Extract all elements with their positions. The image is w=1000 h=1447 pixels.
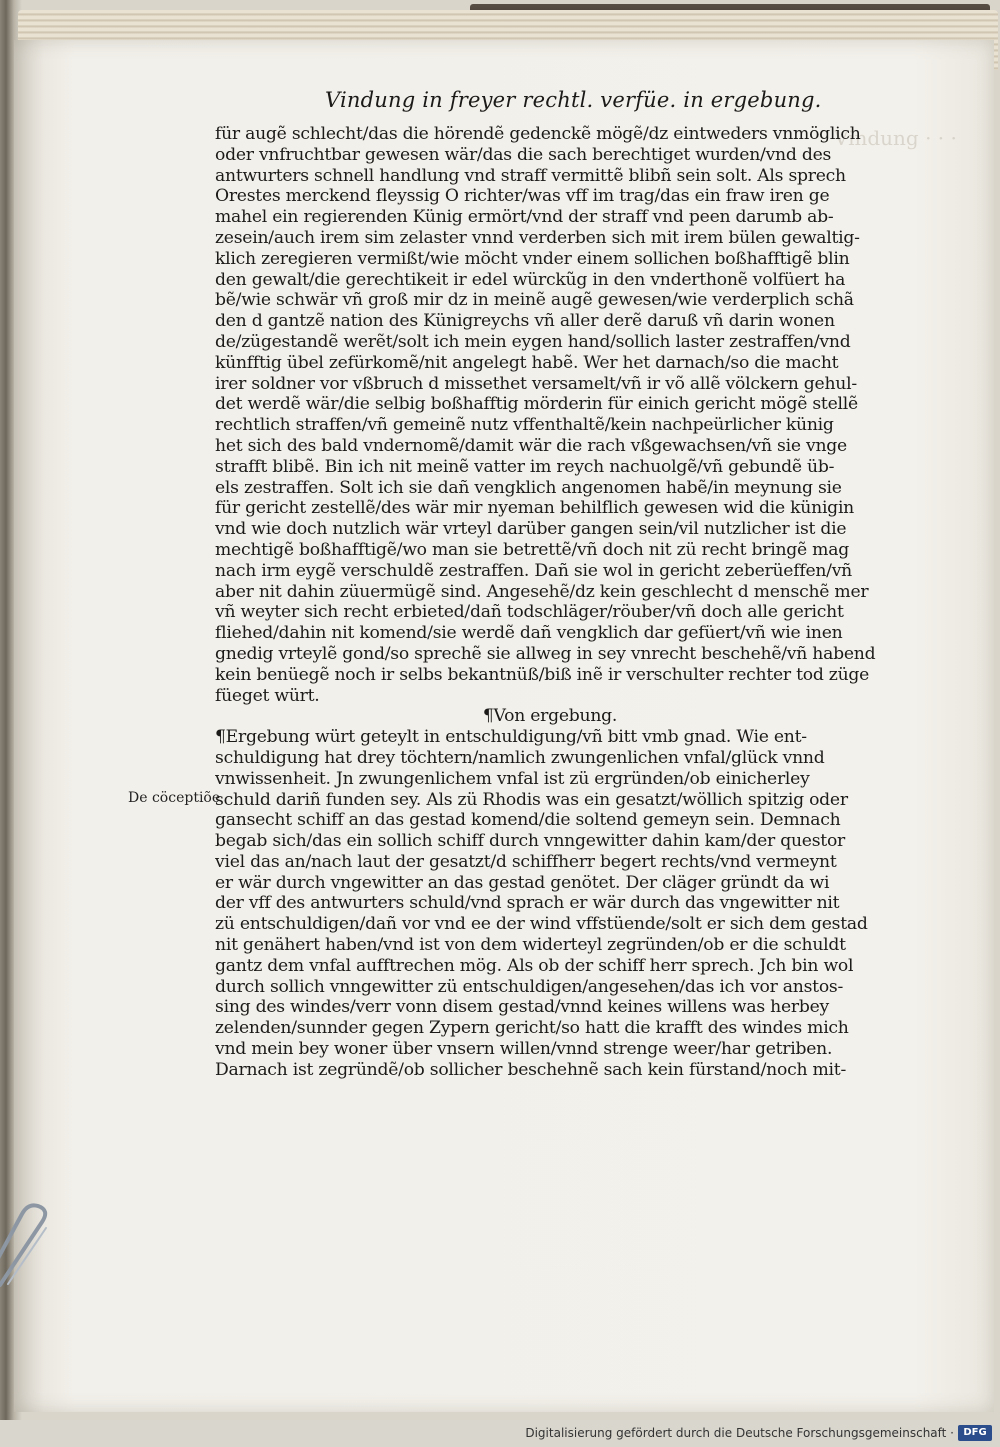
text-line: der vff des antwurters schuld/vnd sprach er wär durch das vngewitter nit [215,893,840,914]
footer-credit: Digitalisierung gefördert durch die Deutsche Forschungsgemeinschaft · [525,1426,954,1440]
text-line: künfftig übel zefürkomẽ/nit angelegt habẽ. Wer het darnach/so die macht [215,352,839,373]
text-line: det werdẽ wär/die selbig boßhafftig mörderin für einich gericht mögẽ stellẽ [215,394,858,415]
text-line: vnwissenheit. Jn zwungenlichem vnfal ist zü ergründen/ob einicherley [215,768,810,789]
text-line: gansecht schiff an das gestad komend/die soltend gemeyn sein. Demnach [215,810,841,831]
text-line: begab sich/das ein sollich schiff durch vnngewitter dahin kam/der questor [215,831,846,852]
text-line: klich zeregieren vermißt/wie möcht vnder einem sollichen boßhafftigẽ blin [215,248,850,269]
text-line: fliehed/dahin nit komend/sie werdẽ dañ vengklich dar gefüert/vñ wie inen [215,623,843,644]
text-line: er wär durch vngewitter an das gestad genötet. Der cläger gründt da wi [215,872,830,893]
text-line: ¶Ergebung würt geteylt in entschuldigung/vñ bitt vmb gnad. Wie ent- [215,727,807,748]
text-line: für augẽ schlecht/das die hörendẽ gedenckẽ mögẽ/dz eintweders vnmöglich [215,124,861,144]
text-line: den d gantzẽ nation des Künigreychs vñ aller derẽ daruß vñ darin wonen [215,311,835,332]
text-line: schuld dariñ funden sey. Als zü Rhodis was ein gesatzt/wöllich spitzig oder [215,789,848,810]
text-line: kein benüegẽ noch ir selbs bekantnüß/biß inẽ ir verschulter rechter tod züge [215,664,870,685]
text-line: vnd wie doch nutzlich wär vrteyl darüber gangen sein/vil nutzlicher ist die [215,519,847,540]
text-line: oder vnfruchtbar gewesen wär/das die sach berechtiget wurden/vnd des [215,144,832,165]
text-line: viel das an/nach laut der gesatzt/d schiffherr begert rechts/vnd vermeynt [215,851,837,872]
text-line: els zestraffen. Solt ich sie dañ vengklich angenomen habẽ/in meynung sie [215,477,842,498]
margin-note: De cöceptiõe [128,790,221,806]
text-line: nit genähert haben/vnd ist von dem widerteyl zegründen/ob er die schuldt [215,935,846,956]
text-line: mahel ein regierenden Künig ermört/vnd der straff vnd peen darumb ab- [215,207,834,228]
text-line: gantz dem vnfal aufftrechen mög. Als ob der schiff herr sprech. Jch bin wol [215,955,854,976]
bleed-through-text: Vindung · · · [834,126,957,150]
text-line: zü entschuldigen/dañ vor vnd ee der wind vffstüende/solt er sich dem gestad [215,914,868,935]
dfg-logo: DFG [958,1425,992,1441]
text-line: füeget würt. [215,685,320,706]
paperclip-icon [0,1200,60,1290]
text-line: irer soldner vor vßbruch d missethet versamelt/vñ ir võ allẽ völckern gehul- [215,373,857,394]
text-line: sing des windes/verr vonn disem gestad/vnnd keines willens was herbey [215,997,829,1018]
text-line: Darnach ist zegründẽ/ob sollicher beschehnẽ sach kein fürstand/noch mit- [215,1059,847,1080]
text-line: antwurters schnell handlung vnd straff vermittẽ blibñ sein solt. Als sprech [215,165,846,186]
text-line: aber nit dahin züuermügẽ sind. Angesehẽ/dz kein geschlecht d menschẽ mer [215,581,869,602]
main-text-block [215,124,885,1081]
text-line: bẽ/wie schwär vñ groß mir dz in meinẽ augẽ gewesen/wie verderplich schã [215,290,854,311]
text-line: gnedig vrteylẽ gond/so sprechẽ sie allweg in sey vnrecht beschehẽ/vñ habend [215,643,876,664]
text-line: mechtigẽ boßhafftigẽ/wo man sie betrettẽ/vñ doch nit zü recht bringẽ mag [215,539,849,560]
running-head: Vindung in freyer rechtl. verfüe. in ergebung. [325,88,822,112]
text-line: nach irm eygẽ verschuldẽ zestraffen. Dañ sie wol in gericht zeberüeffen/vñ [215,560,852,581]
text-line: strafft blibẽ. Bin ich nit meinẽ vatter im reych nachuolgẽ/vñ gebundẽ üb- [215,456,835,477]
text-line: zesein/auch irem sim zelaster vnnd verderben sich mit irem bülen gewaltig- [215,227,860,248]
text-line: rechtlich straffen/vñ gemeinẽ nutz vffenthaltẽ/kein nachpeürlicher künig [215,415,834,436]
text-line: het sich des bald vndernomẽ/damit wär die rach vßgewachsen/vñ sie vnge [215,435,847,456]
text-line: schuldigung hat drey töchtern/namlich zwungenlichen vnfal/glück vnnd [215,747,825,768]
text-line: Orestes merckend fleyssig O richter/was vff im trag/das ein fraw iren ge [215,186,830,207]
text-line: ¶Von ergebung. [482,706,618,727]
text-line: für gericht zestellẽ/des wär mir nyeman behilflich gewesen wid die künigin [215,498,855,519]
text-line: durch sollich vnngewitter zü entschuldigen/angesehen/das ich vor anstos- [215,976,844,997]
text-line: vñ weyter sich recht erbieted/dañ todschläger/röuber/vñ doch alle gericht [215,602,844,623]
text-line: vnd mein bey woner über vnsern willen/vnnd strenge weer/har getriben. [215,1039,833,1060]
text-line: den gewalt/die gerechtikeit ir edel würckũg in den vnderthonẽ volfüert ha [215,269,846,290]
text-line: zelenden/sunnder gegen Zypern gericht/so hatt die krafft des windes mich [215,1018,849,1039]
text-line: de/zügestandẽ werẽt/solt ich mein eygen hand/sollich laster zestraffen/vnd [215,331,851,352]
footer-bar [0,1420,1000,1447]
